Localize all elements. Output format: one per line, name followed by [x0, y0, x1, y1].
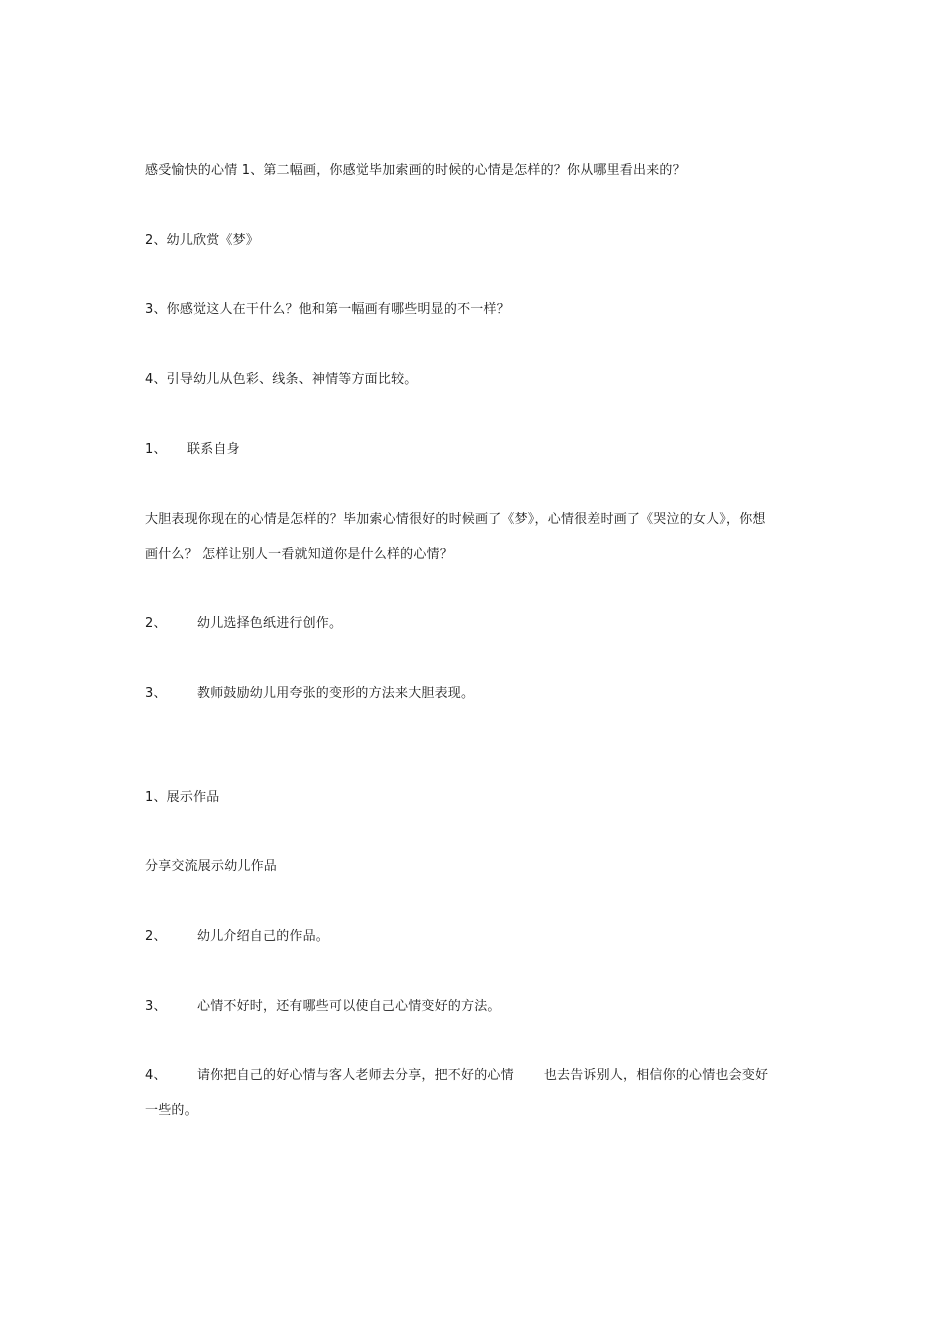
item-number: 1、	[145, 442, 167, 457]
paragraph-item: 分享交流展示幼儿作品	[145, 859, 278, 874]
numbered-item	[145, 614, 342, 634]
item-text: 教师鼓励幼儿用夸张的变形的方法来大胆表现。	[197, 686, 475, 701]
numbered-item	[145, 684, 474, 704]
item-text-continued: 也去告诉别人，相信你的心情也会变好	[543, 1068, 769, 1083]
item-number: 3、	[145, 999, 167, 1014]
paragraph-intro: 感受愉快的心情 1、第二幅画，你感觉毕加索画的时候的心情是怎样的？你从哪里看出来的？	[145, 163, 686, 178]
paragraph-body-continued: 画什么？ 怎样让别人一看就知道你是什么样的心情？	[145, 547, 453, 562]
numbered-item	[145, 997, 501, 1017]
item-text: 请你把自己的好心情与客人老师去分享，把不好的心情	[197, 1068, 514, 1083]
paragraph-item: 4、引导幼儿从色彩、线条、神情等方面比较。	[145, 372, 418, 387]
item-number: 3、	[145, 686, 167, 701]
numbered-item	[145, 927, 329, 947]
paragraph-body: 大胆表现你现在的心情是怎样的？毕加索心情很好的时候画了《梦》，心情很差时画了《哭泣的女人》，你想	[145, 512, 766, 527]
paragraph-body-continued: 一些的。	[145, 1103, 198, 1118]
item-text: 心情不好时，还有哪些可以使自己心情变好的方法。	[197, 999, 501, 1014]
item-number: 4、	[145, 1068, 167, 1083]
numbered-item	[145, 440, 240, 460]
item-text: 幼儿介绍自己的作品。	[197, 929, 330, 944]
paragraph-item: 2、幼儿欣赏《梦》	[145, 233, 260, 248]
numbered-item	[145, 1066, 768, 1086]
paragraph-item: 3、你感觉这人在干什么？他和第一幅画有哪些明显的不一样？	[145, 302, 510, 317]
item-number: 2、	[145, 616, 167, 631]
item-text: 幼儿选择色纸进行创作。	[197, 616, 343, 631]
item-number: 2、	[145, 929, 167, 944]
item-text: 联系自身	[187, 442, 240, 457]
paragraph-item: 1、展示作品	[145, 790, 220, 805]
